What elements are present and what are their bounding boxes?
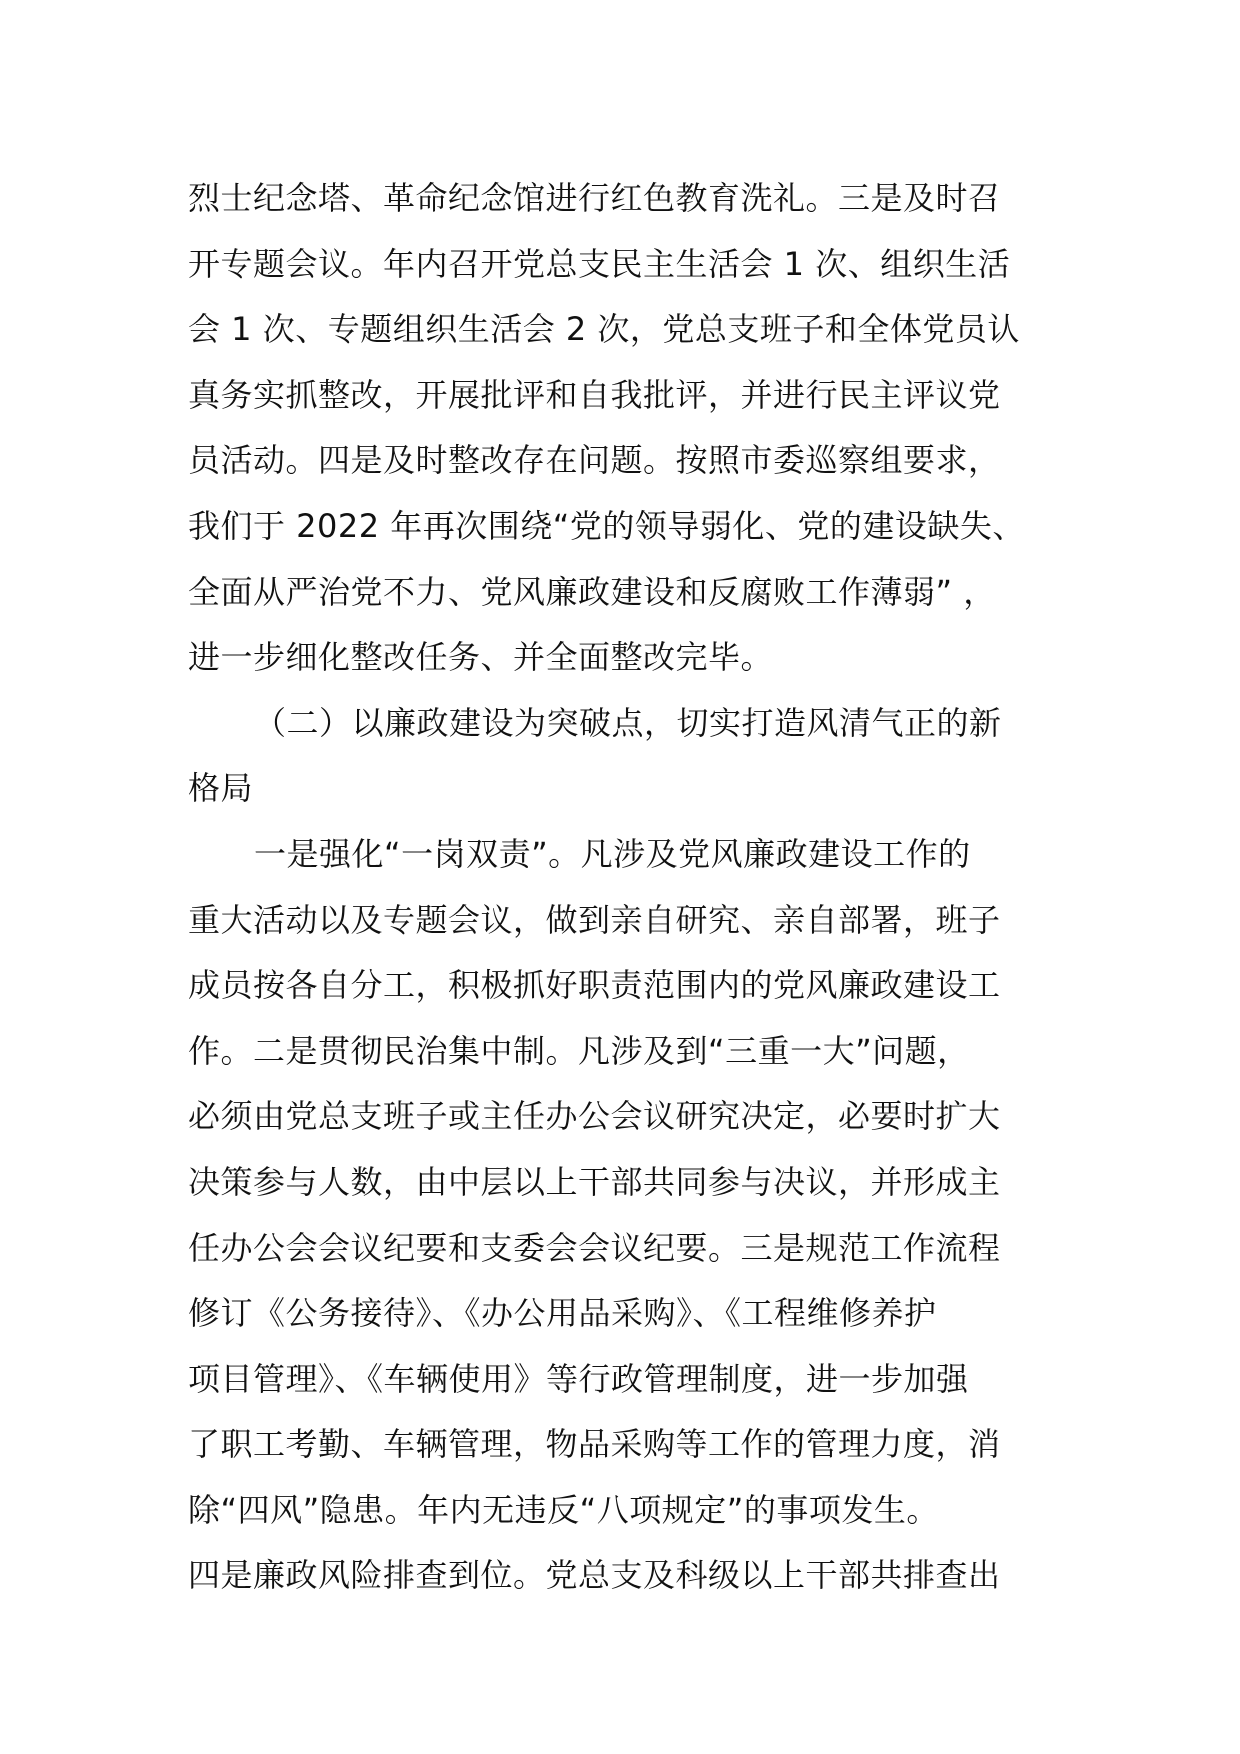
text-line: 了职工考勤、车辆管理，物品采购等工作的管理力度，消 bbox=[188, 1425, 1001, 1464]
text-line: 烈士纪念塔、革命纪念馆进行红色教育洗礼。三是及时召 bbox=[188, 179, 1001, 217]
text-line: 必须由党总支班子或主任办公会议研究决定，必要时扩大 bbox=[188, 1097, 1001, 1136]
section-heading-continuation: 格局 bbox=[188, 769, 254, 808]
body-text bbox=[188, 166, 1068, 1609]
text-line: 项目管理》、《车辆使用》等行政管理制度，进一步加强 bbox=[188, 1359, 969, 1398]
text-line: 全面从严治党不力、党风廉政建设和反腐败工作薄弱” ， bbox=[188, 572, 996, 611]
text-line: 会 1 次、专题组织生活会 2 次，党总支班子和全体党员认 bbox=[188, 310, 1020, 349]
text-line: 作。二是贯彻民治集中制。凡涉及到“三重一大”问题， bbox=[188, 1031, 970, 1070]
text-line: 除“四风”隐患。年内无违反“八项规定”的事项发生。 bbox=[188, 1490, 939, 1529]
section-heading: （二）以廉政建设为突破点，切实打造风清气正的新 bbox=[254, 703, 1002, 742]
text-line: 修订《公务接待》、《办公用品采购》、《工程维修养护 bbox=[188, 1294, 937, 1333]
text-line: 决策参与人数，由中层以上干部共同参与决议，并形成主 bbox=[188, 1162, 1001, 1201]
text-line: 开专题会议。年内召开党总支民主生活会 1 次、组织生活 bbox=[188, 244, 1011, 283]
paragraph-first-line: 一是强化“一岗双责”。凡涉及党风廉政建设工作的 bbox=[254, 834, 971, 873]
text-line: 成员按各自分工，积极抓好职责范围内的党风廉政建设工 bbox=[188, 966, 1001, 1005]
text-line: 任办公会会议纪要和支委会会议纪要。三是规范工作流程 bbox=[188, 1228, 1001, 1267]
text-line: 我们于 2022 年再次围绕“党的领导弱化、党的建设缺失、 bbox=[188, 506, 1025, 545]
text-line: 四是廉政风险排查到位。党总支及科级以上干部共排查出 bbox=[188, 1556, 1001, 1595]
text-line: 进一步细化整改任务、并全面整改完毕。 bbox=[188, 638, 774, 677]
text-line: 真务实抓整改，开展批评和自我批评，并进行民主评议党 bbox=[188, 375, 1001, 414]
text-line: 重大活动以及专题会议，做到亲自研究、亲自部署，班子 bbox=[188, 900, 1001, 939]
text-line: 员活动。四是及时整改存在问题。按照市委巡察组要求， bbox=[188, 441, 1001, 480]
